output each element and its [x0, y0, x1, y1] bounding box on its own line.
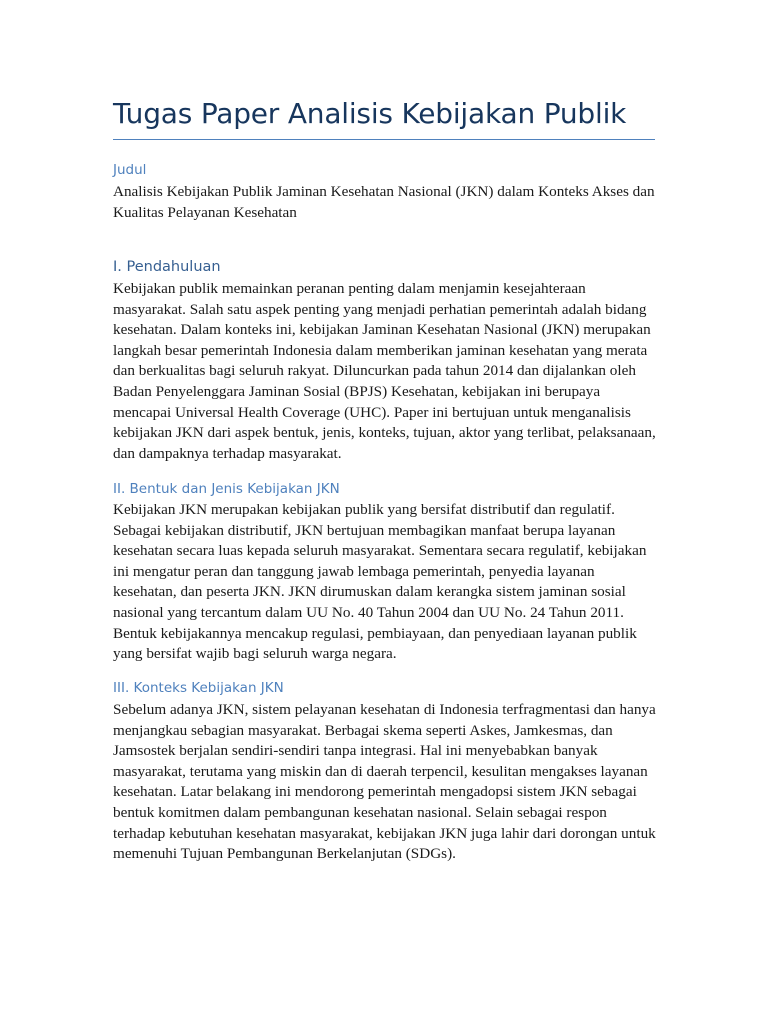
section-heading-konteks: III. Konteks Kebijakan JKN — [113, 680, 284, 696]
body-line: dan dampaknya terhadap masyarakat. — [113, 444, 342, 462]
body-line: terhadap kebutuhan kesehatan masyarakat, kebijakan JKN juga lahir dari dorongan untuk — [113, 824, 656, 842]
body-line: menjangkau sebagian masyarakat. Berbagai skema seperti Askes, Jamkesmas, dan — [113, 721, 613, 739]
body-line: Kebijakan JKN merupakan kebijakan publik yang bersifat distributif dan regulatif. — [113, 501, 615, 518]
body-line: mencapai Universal Health Coverage (UHC). Paper ini bertujuan untuk menganalisis — [113, 403, 631, 421]
body-line: Badan Penyelenggara Jaminan Sosial (BPJS) Kesehatan, kebijakan ini berupaya — [113, 382, 601, 400]
body-line: kesehatan secara luas kepada seluruh masyarakat. Sementara secara regulatif, kebijakan — [113, 542, 647, 560]
judul-line: Analisis Kebijakan Publik Jaminan Kesehatan Nasional (JKN) dalam Konteks Akses dan — [113, 183, 655, 200]
section-heading-bentuk-jenis: II. Bentuk dan Jenis Kebijakan JKN — [113, 481, 340, 497]
body-line: kebijakan JKN dari aspek bentuk, jenis, konteks, tujuan, aktor yang terlibat, pelaksanaan, — [113, 424, 656, 442]
body-line: Bentuk kebijakannya mencakup regulasi, pembiayaan, dan penyediaan layanan publik — [113, 624, 637, 642]
section-body-bentuk-jenis — [113, 500, 658, 665]
body-line: masyarakat, terutama yang miskin dan di daerah terpencil, kesulitan mengakses layanan — [113, 762, 648, 780]
body-line: Sebagai kebijakan distributif, JKN bertujuan membagikan manfaat berupa layanan — [113, 521, 616, 539]
body-line: Jamsostek berjalan sendiri-sendiri tanpa integrasi. Hal ini menyebabkan banyak — [113, 742, 598, 760]
body-line: ini mengatur peran dan tanggung jawab lembaga pemerintah, penyedia layanan — [113, 562, 595, 580]
body-line: memenuhi Tujuan Pembangunan Berkelanjutan (SDGs). — [113, 845, 456, 863]
body-line: yang bersifat wajib bagi seluruh warga negara. — [113, 645, 397, 663]
judul-text — [113, 182, 658, 223]
section-body-pendahuluan — [113, 279, 658, 464]
body-line: dan berkualitas bagi seluruh rakyat. Diluncurkan pada tahun 2014 dan dijalankan oleh — [113, 362, 636, 380]
body-line: Kebijakan publik memainkan peranan penting dalam menjamin kesejahteraan — [113, 280, 586, 297]
document-title: Tugas Paper Analisis Kebijakan Publik — [113, 97, 627, 130]
body-line: kesehatan. Latar belakang ini mendorong pemerintah mengadopsi sistem JKN sebagai — [113, 783, 637, 801]
title-underline — [113, 139, 655, 140]
body-line: masyarakat. Salah satu aspek penting yang menjadi perhatian pemerintah adalah bidang — [113, 300, 647, 318]
section-heading-pendahuluan: I. Pendahuluan — [113, 259, 221, 275]
body-line: nasional yang tercantum dalam UU No. 40 Tahun 2004 dan UU No. 24 Tahun 2011. — [113, 603, 624, 621]
body-line: kesehatan. Dalam konteks ini, kebijakan Jaminan Kesehatan Nasional (JKN) merupakan — [113, 321, 651, 339]
body-line: langkah besar pemerintah Indonesia dalam memberikan jaminan kesehatan yang merata — [113, 341, 648, 359]
body-line: Sebelum adanya JKN, sistem pelayanan kesehatan di Indonesia terfragmentasi dan hanya — [113, 701, 656, 718]
body-line: bentuk komitmen dalam pembangunan kesehatan nasional. Selain sebagai respon — [113, 803, 607, 821]
judul-line: Kualitas Pelayanan Kesehatan — [113, 203, 297, 221]
body-line: kesehatan, dan peserta JKN. JKN dirumuskan dalam kerangka sistem jaminan sosial — [113, 583, 626, 601]
section-body-konteks — [113, 700, 658, 865]
judul-heading: Judul — [113, 162, 147, 178]
